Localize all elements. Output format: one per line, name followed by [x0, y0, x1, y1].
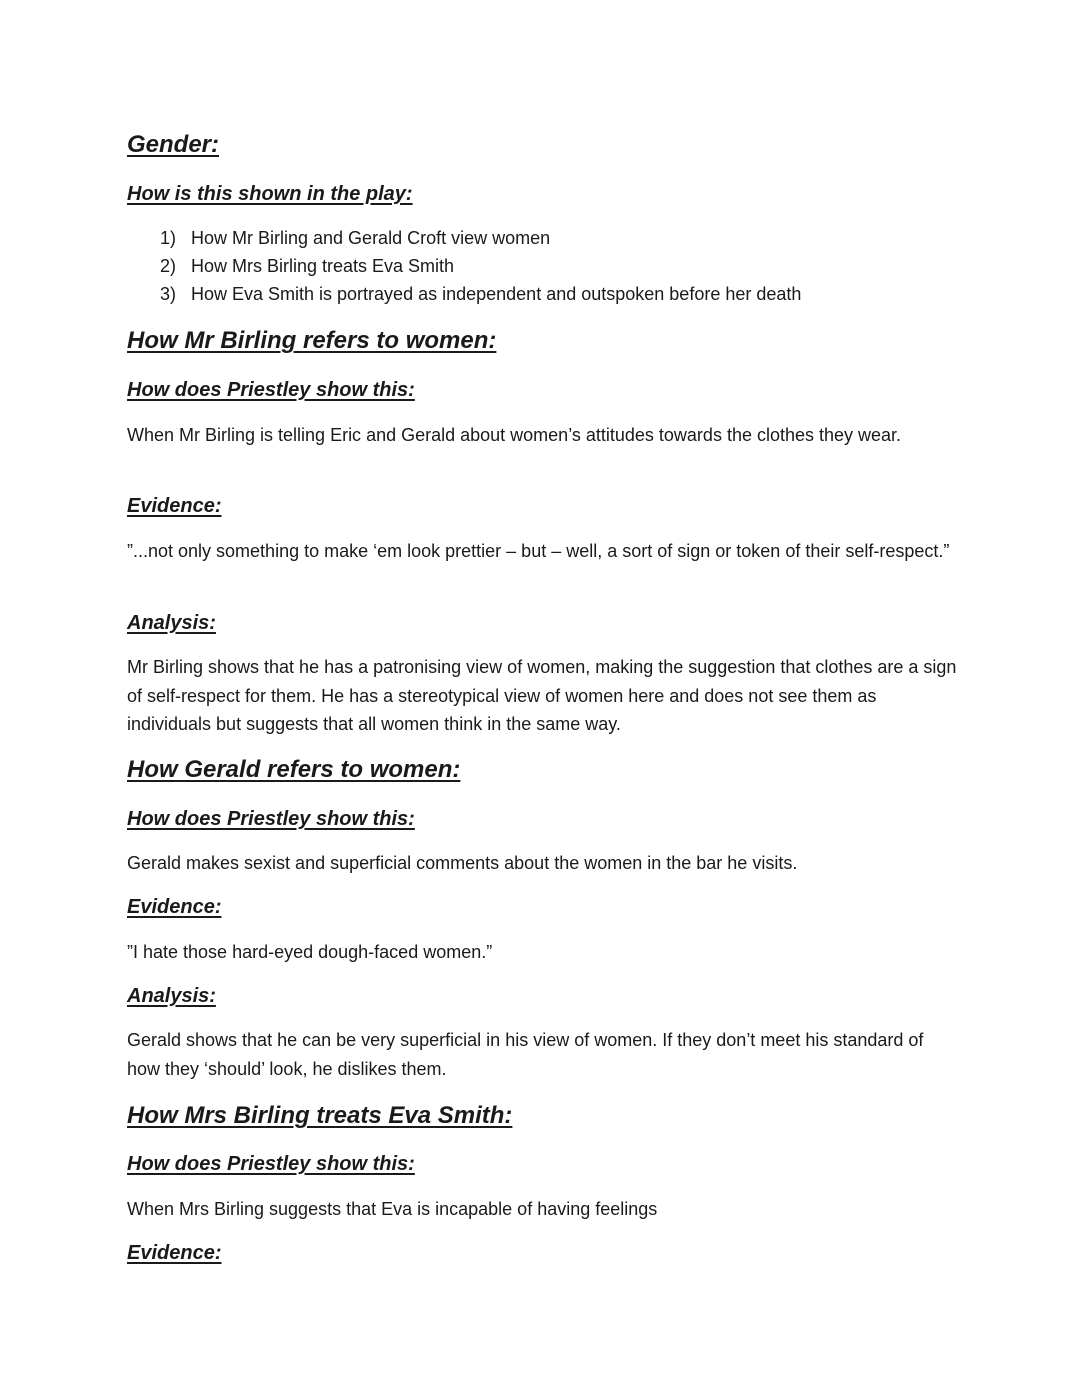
list-item: 1) How Mr Birling and Gerald Croft view women	[160, 228, 551, 248]
shown-list	[160, 224, 801, 308]
label-priestley-show: How does Priestley show this:	[127, 808, 415, 830]
list-item: 3) How Eva Smith is portrayed as independent and outspoken before her death	[160, 284, 802, 304]
heading-mrs-birling: How Mrs Birling treats Eva Smith:	[127, 1102, 513, 1129]
list-item: 2) How Mrs Birling treats Eva Smith	[160, 256, 455, 276]
heading-how-shown: How is this shown in the play:	[127, 183, 413, 205]
paragraph-evidence: ”...not only something to make ‘em look prettier – but – well, a sort of sign or token of their self-respect.”	[127, 541, 950, 561]
heading-mr-birling: How Mr Birling refers to women:	[127, 327, 497, 354]
paragraph-evidence: ”I hate those hard-eyed dough-faced women.”	[127, 942, 493, 962]
paragraph-analysis: Mr Birling shows that he has a patronising view of women, making the suggestion that clothes are a sign of self-respect for them. He has a stereotypical view of women here and does not see them as individuals but suggests that all women think in the same way.	[127, 657, 957, 734]
label-priestley-show: How does Priestley show this:	[127, 1153, 415, 1175]
label-evidence: Evidence:	[127, 1242, 222, 1264]
paragraph-analysis: Gerald shows that he can be very superficial in his view of women. If they don’t meet his standard of how they ‘should’ look, he dislikes them.	[127, 1030, 924, 1079]
paragraph-show-text: When Mr Birling is telling Eric and Gerald about women’s attitudes towards the clothes they wear.	[127, 425, 902, 445]
label-evidence: Evidence:	[127, 896, 222, 918]
label-priestley-show: How does Priestley show this:	[127, 379, 415, 401]
paragraph-show-text: Gerald makes sexist and superficial comments about the women in the bar he visits.	[127, 853, 798, 873]
heading-gerald: How Gerald refers to women:	[127, 756, 461, 783]
label-evidence: Evidence:	[127, 495, 222, 517]
label-analysis: Analysis:	[127, 612, 216, 634]
paragraph-show-text: When Mrs Birling suggests that Eva is incapable of having feelings	[127, 1199, 658, 1219]
label-analysis: Analysis:	[127, 985, 216, 1007]
heading-gender: Gender:	[127, 131, 220, 158]
